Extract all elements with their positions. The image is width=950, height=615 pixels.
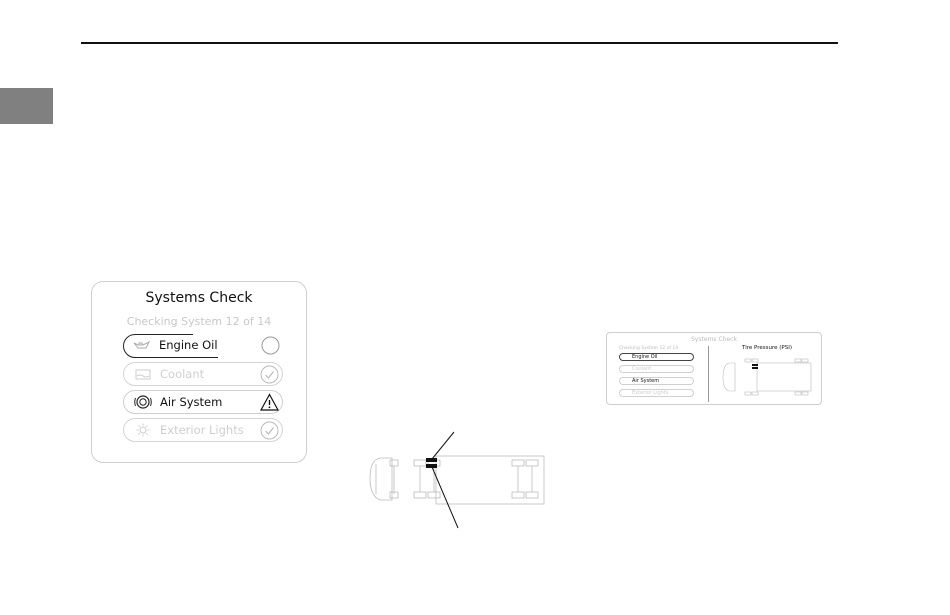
check-circle-icon	[260, 365, 279, 384]
thumb-title: Systems Check	[691, 336, 737, 343]
panel-subtitle: Checking System 12 of 14	[126, 315, 272, 328]
truck-tire-diagram	[362, 430, 552, 530]
thumb-divider	[708, 346, 709, 402]
thumb-row-exterior-lights	[619, 389, 694, 397]
oil-can-icon	[133, 338, 151, 352]
warning-triangle-icon	[260, 393, 279, 412]
coolant-icon	[134, 367, 152, 381]
system-label: Engine Oil	[159, 338, 218, 352]
thumb-row-air-system	[619, 377, 694, 385]
system-label: Air System	[160, 395, 223, 409]
thumb-row-label: Exterior Lights	[632, 390, 669, 396]
system-row-air-system	[123, 390, 283, 414]
light-icon	[134, 423, 152, 437]
header-rule	[81, 42, 838, 44]
check-circle-icon	[260, 421, 279, 440]
thumb-row-label: Coolant	[632, 366, 652, 372]
thumb-row-label: Air System	[632, 378, 660, 384]
pending-circle-icon	[261, 336, 280, 355]
systems-check-panel	[91, 281, 307, 463]
air-brake-icon	[134, 395, 152, 409]
thumb-subtitle: Checking System 12 of 14	[619, 346, 679, 351]
system-label: Exterior Lights	[160, 423, 244, 437]
system-label: Coolant	[160, 367, 205, 381]
thumb-row-engine-oil	[619, 353, 694, 361]
thumb-row-coolant	[619, 365, 694, 373]
screen-thumbnail	[606, 332, 822, 405]
system-row-exterior-lights	[123, 418, 283, 442]
system-row-coolant	[123, 362, 283, 386]
thumb-tire-diagram	[719, 353, 815, 401]
thumb-tire-title: Tire Pressure (PSI)	[742, 345, 792, 351]
section-tab	[0, 88, 53, 124]
thumb-row-label: Engine Oil	[632, 354, 658, 360]
system-row-engine-oil	[123, 334, 283, 358]
panel-title: Systems Check	[145, 290, 253, 306]
